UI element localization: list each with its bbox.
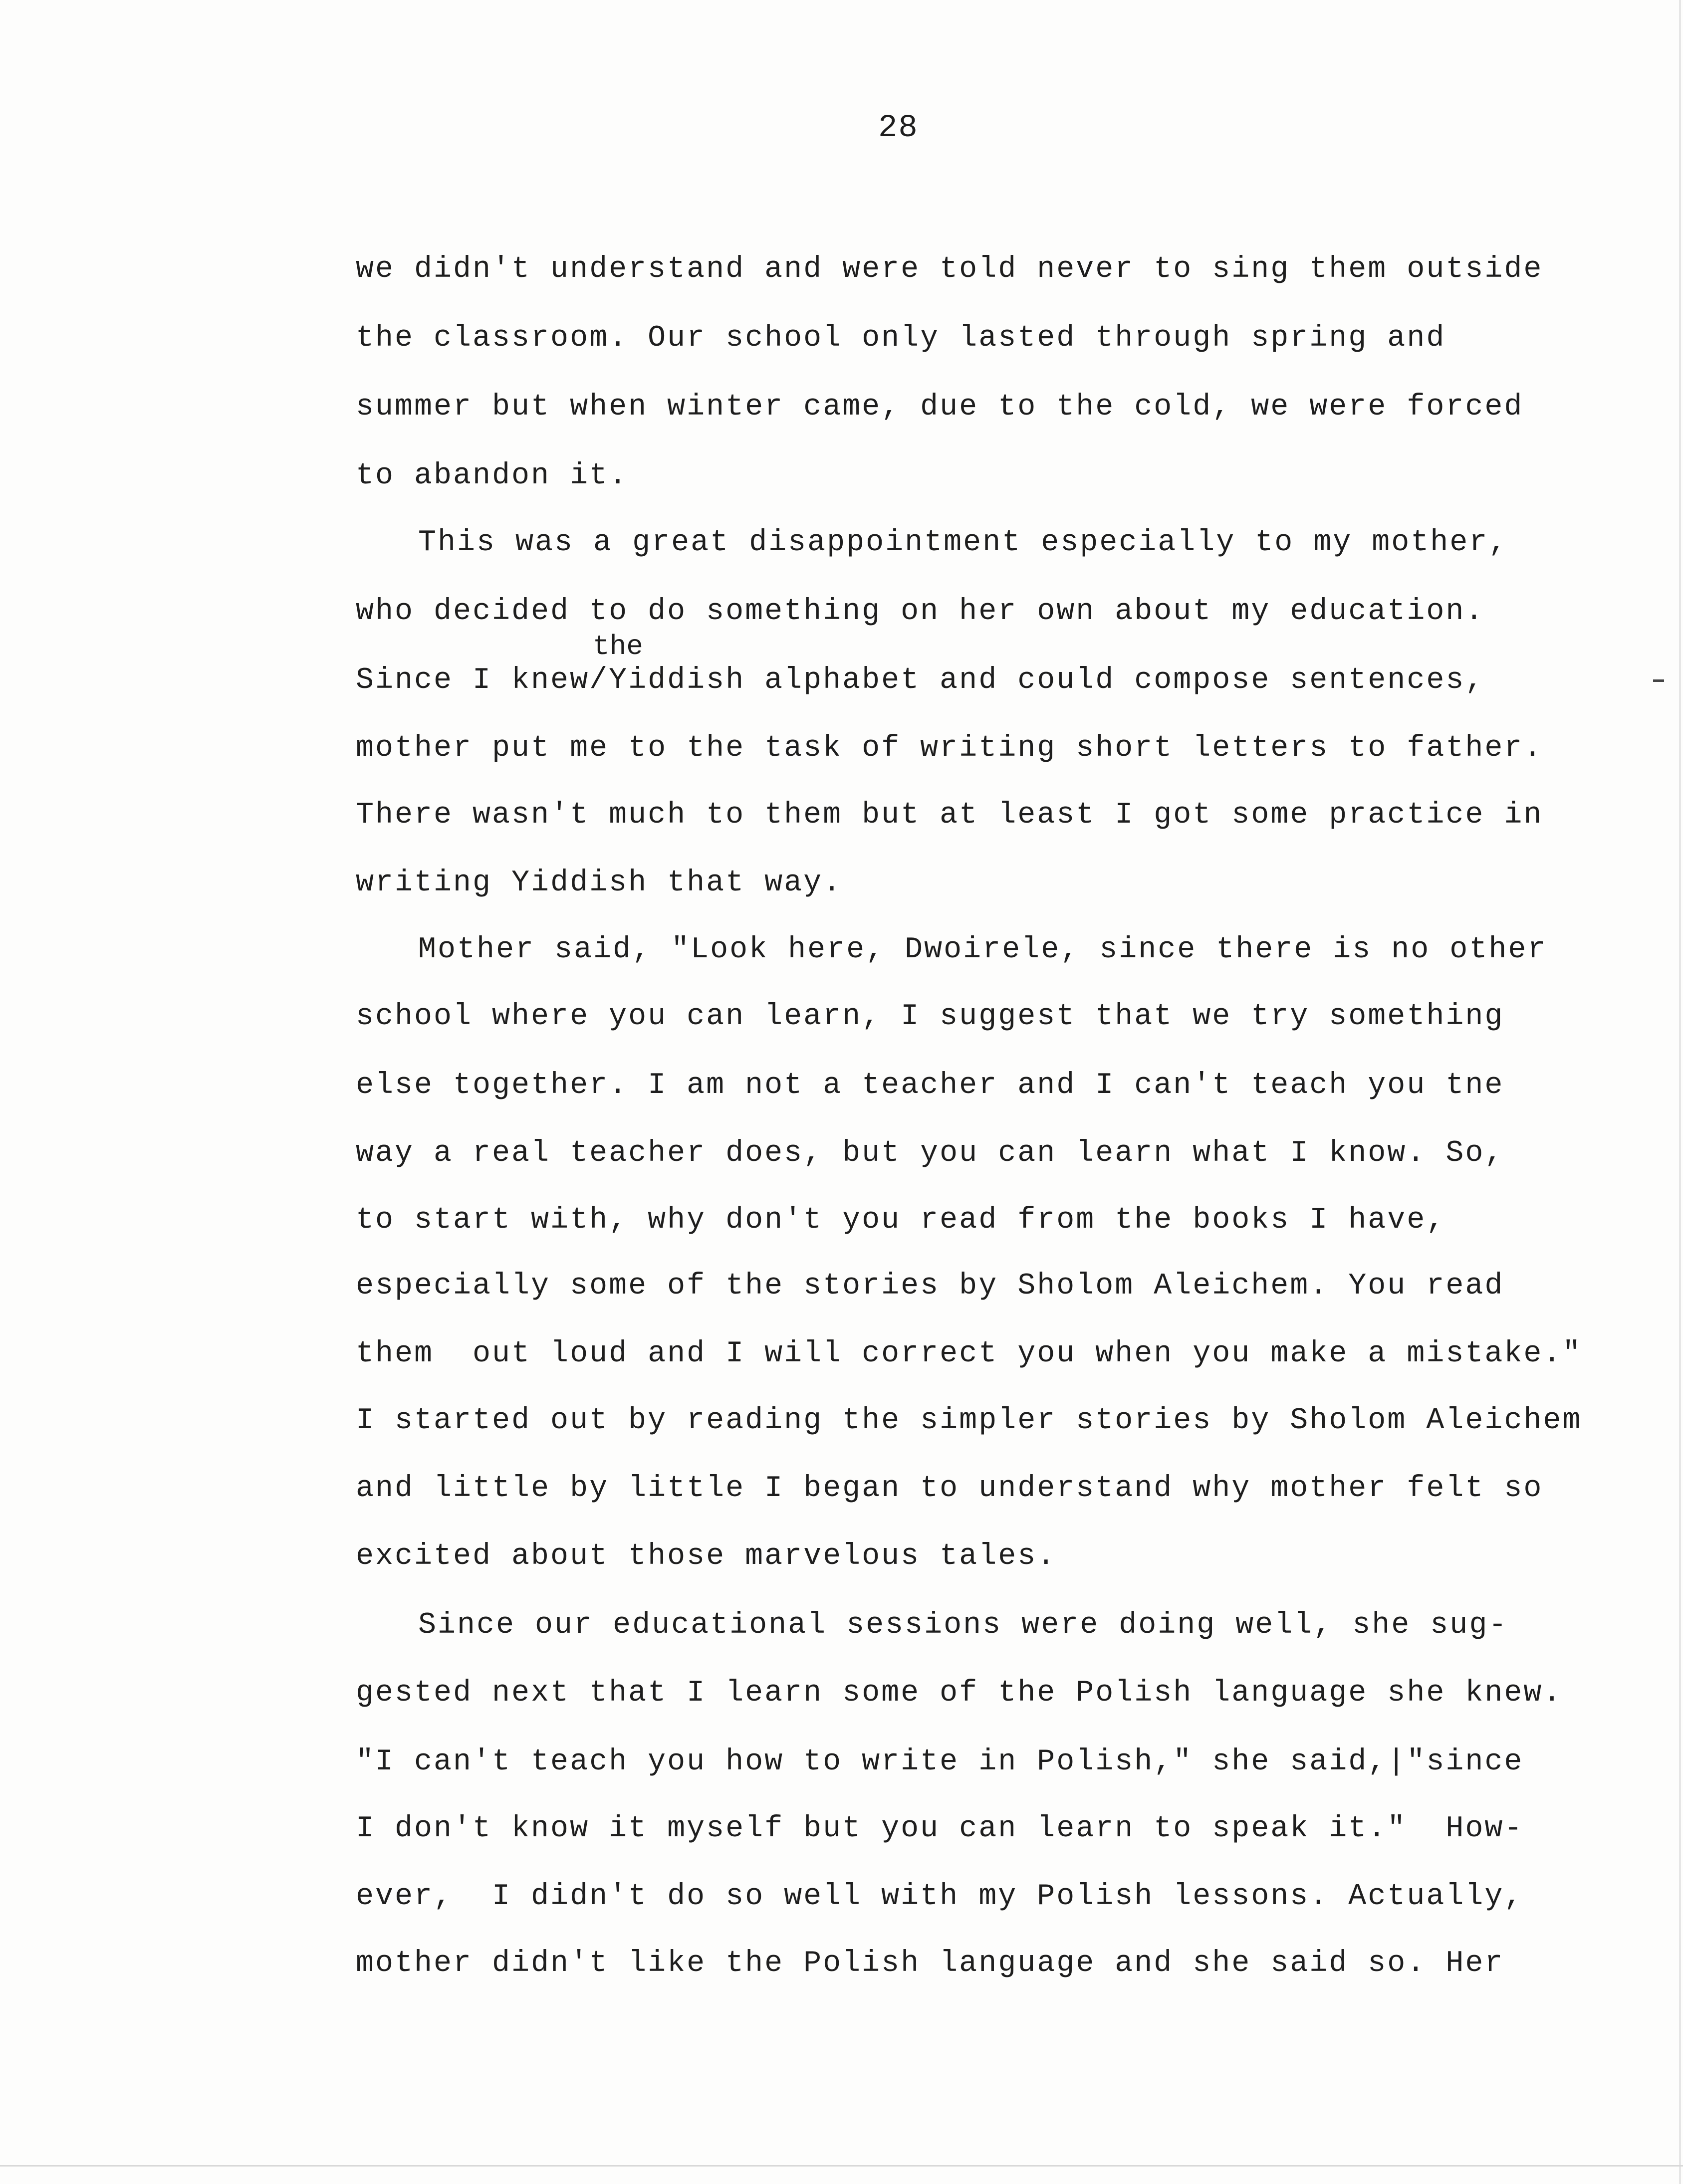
text-line: excited about those marvelous tales. [356,1539,1057,1573]
text-line: else together. I am not a teacher and I can't teach you tne [356,1069,1504,1102]
text-line: who decided to do something on her own about my education. [356,595,1485,629]
text-line: to abandon it. [356,459,629,493]
text-line: I started out by reading the simpler stories by Sholom Aleichem [356,1404,1582,1438]
text-line: gested next that I learn some of the Polish language she knew. [356,1676,1563,1710]
text-line: way a real teacher does, but you can learn what I know. So, [356,1136,1504,1170]
text-line: This was a great disappointment especially to my mother, [418,526,1508,560]
text-line: writing Yiddish that way. [356,866,843,900]
text-line: Since I knew/Yiddish alphabet and could compose sentences, [356,663,1485,697]
text-line: to start with, why don't you read from the books I have, [356,1203,1446,1237]
text-line: ever, I didn't do so well with my Polish lessons. Actually, [356,1880,1524,1914]
text-line: mother put me to the task of writing short letters to father. [356,731,1543,765]
text-line: especially some of the stories by Sholom Aleichem. You read [356,1269,1504,1303]
text-line: summer but when winter came, due to the cold, we were forced [356,390,1524,424]
text-line: Since our educational sessions were doing well, she sug- [418,1608,1508,1642]
text-line: we didn't understand and were told never to sing them outside [356,252,1543,286]
margin-mark [1653,679,1664,682]
handwritten-insert: the [593,631,643,662]
page-number: 28 [878,110,919,146]
text-line: I don't know it myself but you can learn to speak it." How- [356,1812,1524,1846]
text-line: There wasn't much to them but at least I got some practice in [356,798,1543,832]
page-edge [1679,0,1681,2184]
text-line: them out loud and I will correct you when you make a mistake." [356,1337,1582,1371]
text-line: school where you can learn, I suggest that we try something [356,1000,1504,1034]
scan-bottom-edge [0,2165,1683,2167]
text-line: Mother said, "Look here, Dwoirele, since there is no other [418,933,1547,967]
text-line: "I can't teach you how to write in Polish," she said,|"since [356,1745,1524,1779]
text-line: the classroom. Our school only lasted through spring and [356,321,1446,355]
text-line: mother didn't like the Polish language and she said so. Her [356,1947,1504,1980]
text-line: and little by little I began to understand why mother felt so [356,1472,1543,1506]
